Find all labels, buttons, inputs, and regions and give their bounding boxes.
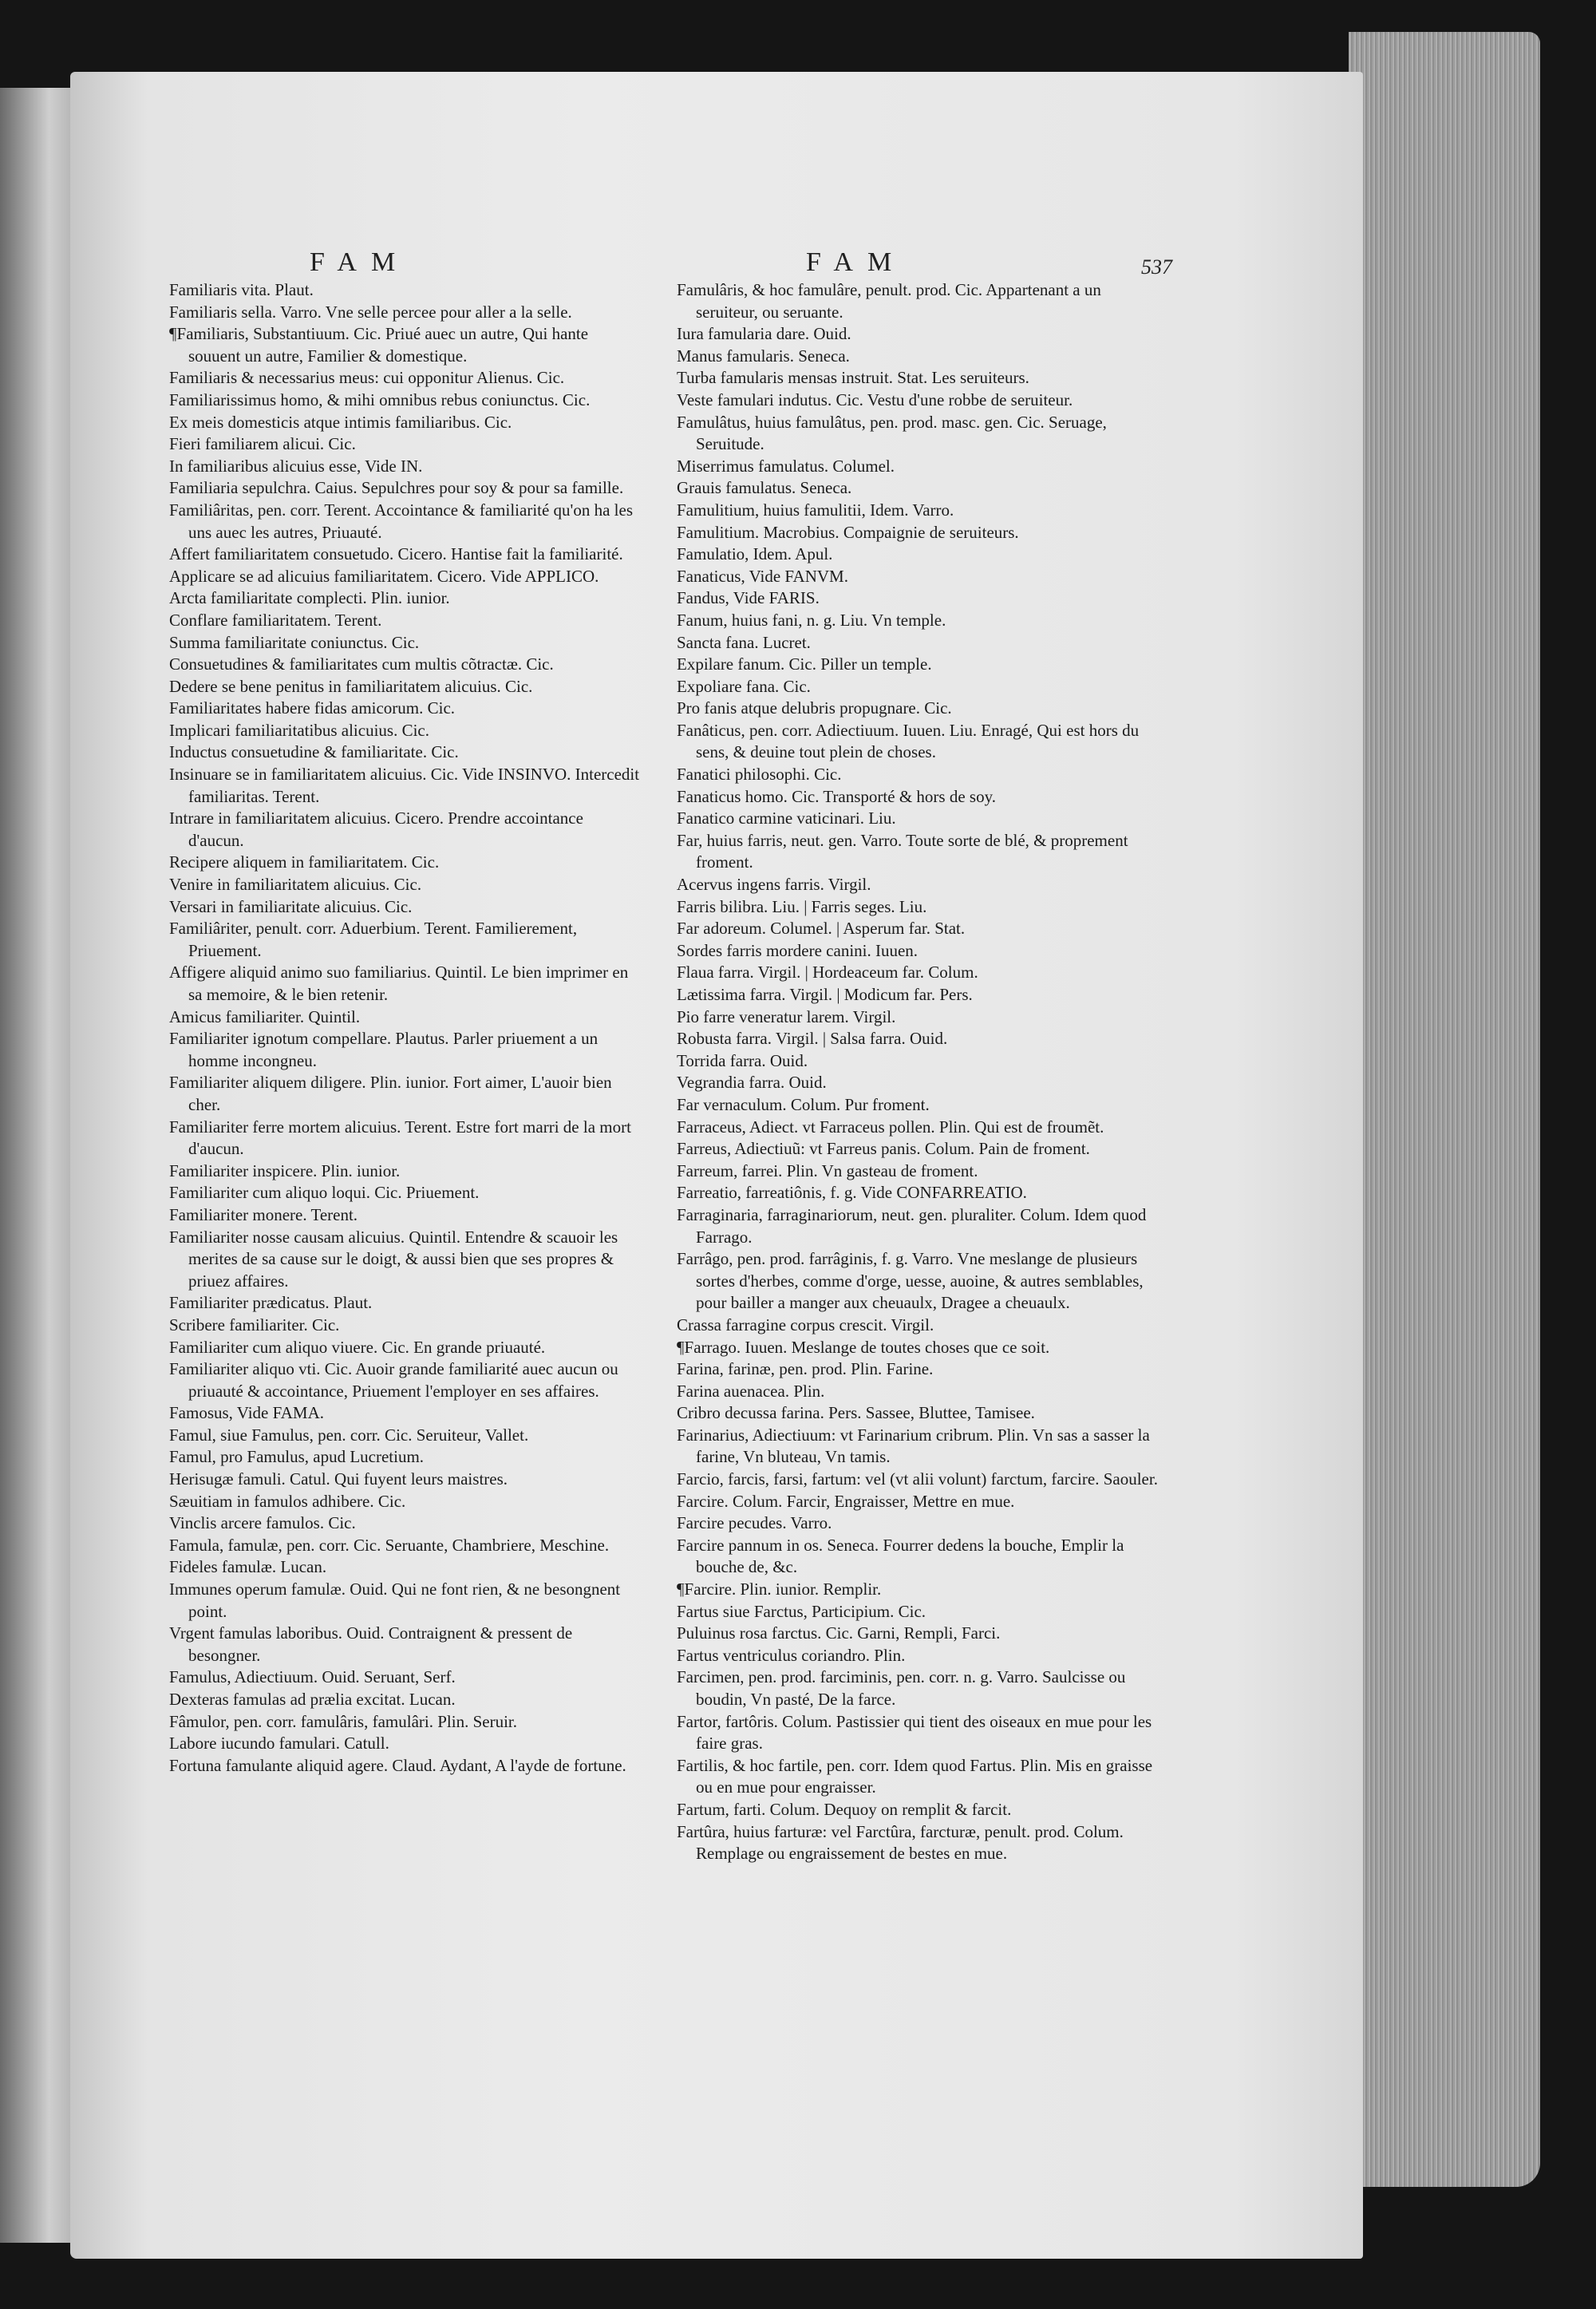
- dictionary-entry: Familiariter inspicere. Plin. iunior.: [169, 1160, 401, 1180]
- dictionary-entry: Pio farre veneratur larem. Virgil.: [677, 1006, 896, 1026]
- dictionary-entry: Farcire. Colum. Farcir, Engraisser, Mettre en mue.: [677, 1491, 1015, 1511]
- dictionary-entry: Iura famularia dare. Ouid.: [677, 324, 851, 344]
- dictionary-entry: Familiaria sepulchra. Caius. Sepulchres pour soy & pour sa famille.: [169, 478, 624, 498]
- dictionary-entry: Vrgent famulas laboribus. Ouid. Contraignent & pressent de besongner.: [169, 1623, 573, 1665]
- dictionary-entry: Farina, farinæ, pen. prod. Plin. Farine.: [677, 1359, 934, 1379]
- dictionary-entry: Farinarius, Adiectiuum: vt Farinarium cribrum. Plin. Vn sas a sasser la farine, Vn bluteau, Vn tamis.: [677, 1425, 1150, 1467]
- dictionary-entry: Fieri familiarem alicui. Cic.: [169, 434, 356, 454]
- running-head-right: FAM: [806, 247, 907, 277]
- dictionary-entry: Labore iucundo famulari. Catull.: [169, 1734, 389, 1753]
- dictionary-entry: Farreus, Adiectiuũ: vt Farreus panis. Colum. Pain de froment.: [677, 1139, 1090, 1159]
- dictionary-entry: Farraginaria, farraginariorum, neut. gen. pluraliter. Colum. Idem quod Farrago.: [677, 1204, 1147, 1247]
- dictionary-entry: Familiâritas, pen. corr. Terent. Accointance & familiarité qu'on ha les uns auec les autres, Priuauté.: [169, 500, 633, 542]
- dictionary-entry: Affert familiaritatem consuetudo. Cicero. Hantise fait la familiarité.: [169, 544, 623, 564]
- dictionary-entry: Familiâriter, penult. corr. Aduerbium. Terent. Familierement, Priuement.: [169, 919, 578, 960]
- running-head-left: FAM: [310, 247, 410, 277]
- dictionary-entry: Familiaris & necessarius meus: cui opponitur Alienus. Cic.: [169, 368, 565, 388]
- dictionary-entry: Famul, siue Famulus, pen. corr. Cic. Seruiteur, Vallet.: [169, 1425, 529, 1445]
- dictionary-entry: Lætissima farra. Virgil. | Modicum far. Pers.: [677, 985, 973, 1004]
- dictionary-entry: Arcta familiaritate complecti. Plin. iunior.: [169, 588, 450, 608]
- left-page-edge: [0, 88, 70, 2243]
- dictionary-entry: Veste famulari indutus. Cic. Vestu d'une robbe de seruiteur.: [677, 389, 1073, 409]
- dictionary-entry: Sæuitiam in famulos adhibere. Cic.: [169, 1491, 406, 1511]
- dictionary-entry: Fortuna famulante aliquid agere. Claud. Aydant, A l'ayde de fortune.: [169, 1755, 626, 1775]
- dictionary-entry: Famul, pro Famulus, apud Lucretium.: [169, 1447, 425, 1467]
- dictionary-entry: Venire in familiaritatem alicuius. Cic.: [169, 875, 422, 895]
- dictionary-entry: Familiariter cum aliquo viuere. Cic. En grande priuauté.: [169, 1337, 546, 1357]
- dictionary-entry: Summa familiaritate coniunctus. Cic.: [169, 632, 420, 652]
- dictionary-entry: Familiariter ignotum compellare. Plautus. Parler priuement a un homme incongneu.: [169, 1029, 598, 1070]
- dictionary-entry: ¶Farrago. Iuuen. Meslange de toutes choses que ce soit.: [677, 1337, 1050, 1357]
- dictionary-entry: Implicari familiaritatibus alicuius. Cic.: [169, 720, 429, 740]
- dictionary-entry: Familiariter aliquo vti. Cic. Auoir grande familiarité auec aucun ou priuauté & accointance, Priuement l'employer en ses affaires.: [169, 1359, 618, 1401]
- dictionary-entry: Amicus familiariter. Quintil.: [169, 1006, 361, 1026]
- dictionary-entry: Farcio, farcis, farsi, fartum: vel (vt alii volunt) farctum, farcire. Saouler.: [677, 1469, 1158, 1489]
- dictionary-entry: Robusta farra. Virgil. | Salsa farra. Ouid.: [677, 1029, 948, 1049]
- dictionary-entry: Famulus, Adiectiuum. Ouid. Seruant, Serf.: [169, 1667, 456, 1687]
- dictionary-entry: Fartus siue Farctus, Participium. Cic.: [677, 1601, 926, 1621]
- dictionary-entry: Turba famularis mensas instruit. Stat. Les seruiteurs.: [677, 368, 1029, 388]
- dictionary-entry: Familiariter cum aliquo loqui. Cic. Priuement.: [169, 1183, 480, 1203]
- dictionary-entry: Fideles famulæ. Lucan.: [169, 1557, 327, 1577]
- dictionary-entry: Famulitium. Macrobius. Compaignie de seruiteurs.: [677, 522, 1019, 542]
- dictionary-entry: Familiaritates habere fidas amicorum. Cic.: [169, 698, 456, 718]
- dictionary-entry: Farraceus, Adiect. vt Farraceus pollen. Plin. Qui est de froumẽt.: [677, 1117, 1104, 1137]
- dictionary-entry: In familiaribus alicuius esse, Vide IN.: [169, 456, 423, 476]
- dictionary-entry: Famulatio, Idem. Apul.: [677, 544, 833, 564]
- dictionary-entry: Far, huius farris, neut. gen. Varro. Toute sorte de blé, & proprement froment.: [677, 830, 1128, 872]
- dictionary-entry: Fanatici philosophi. Cic.: [677, 765, 842, 785]
- dictionary-entry: Ex meis domesticis atque intimis familiaribus. Cic.: [169, 412, 512, 432]
- dictionary-entry: Fartor, fartôris. Colum. Pastissier qui tient des oiseaux en mue pour les faire gras.: [677, 1711, 1152, 1753]
- dictionary-entry: Grauis famulatus. Seneca.: [677, 478, 852, 498]
- dictionary-entry: Far vernaculum. Colum. Pur froment.: [677, 1094, 930, 1114]
- dictionary-entry: Conflare familiaritatem. Terent.: [169, 610, 382, 630]
- dictionary-entry: ¶Farcire. Plin. iunior. Remplir.: [677, 1580, 882, 1599]
- dictionary-entry: Cribro decussa farina. Pers. Sassee, Bluttee, Tamisee.: [677, 1403, 1035, 1423]
- dictionary-entry: Fartus ventriculus coriandro. Plin.: [677, 1645, 906, 1665]
- dictionary-entry: Famulitium, huius famulitii, Idem. Varro.: [677, 500, 954, 520]
- dictionary-entry: Dexteras famulas ad prælia excitat. Lucan.: [169, 1690, 456, 1709]
- dictionary-entry: Famula, famulæ, pen. corr. Cic. Seruante, Chambriere, Meschine.: [169, 1535, 610, 1555]
- dictionary-entry: Sordes farris mordere canini. Iuuen.: [677, 940, 918, 960]
- dictionary-entry: Familiariter prædicatus. Plaut.: [169, 1293, 373, 1313]
- dictionary-entry: Pro fanis atque delubris propugnare. Cic.: [677, 698, 952, 718]
- dictionary-entry: Flaua farra. Virgil. | Hordeaceum far. Colum.: [677, 963, 978, 983]
- dictionary-entry: Recipere aliquem in familiaritatem. Cic.: [169, 852, 440, 872]
- dictionary-entry: Familiariter aliquem diligere. Plin. iunior. Fort aimer, L'auoir bien cher.: [169, 1073, 612, 1114]
- book-fore-edge: [1349, 32, 1540, 2187]
- page-number: 537: [1141, 255, 1172, 279]
- dictionary-entry: Immunes operum famulæ. Ouid. Qui ne font rien, & ne besongnent point.: [169, 1580, 621, 1621]
- dictionary-entry: Affigere aliquid animo suo familiarius. Quintil. Le bien imprimer en sa memoire, & le bien retenir.: [169, 963, 629, 1004]
- dictionary-entry: Insinuare se in familiaritatem alicuius. Cic. Vide INSINVO. Intercedit familiaritas. Terent.: [169, 765, 640, 806]
- dictionary-entry: Familiaris sella. Varro. Vne selle percee pour aller a la selle.: [169, 302, 572, 322]
- dictionary-entry: Famulâtus, huius famulâtus, pen. prod. masc. gen. Cic. Seruage, Seruitude.: [677, 412, 1107, 454]
- dictionary-entry: Familiariter nosse causam alicuius. Quintil. Entendre & scauoir les merites de sa cause sur le doigt, & aussi bien que ses propres & priuez affaires.: [169, 1227, 618, 1291]
- dictionary-entry: Fâmulor, pen. corr. famulâris, famulâri. Plin. Seruir.: [169, 1711, 517, 1731]
- dictionary-entry: Fanatico carmine vaticinari. Liu.: [677, 809, 896, 828]
- dictionary-entry: Farcimen, pen. prod. farciminis, pen. corr. n. g. Varro. Saulcisse ou boudin, Vn pasté, De la farce.: [677, 1667, 1126, 1709]
- dictionary-entry: Intrare in familiaritatem alicuius. Cicero. Prendre accointance d'aucun.: [169, 809, 583, 850]
- dictionary-entry: Vinclis arcere famulos. Cic.: [169, 1513, 356, 1533]
- dictionary-entry: Farcire pannum in os. Seneca. Fourrer dedens la bouche, Emplir la bouche de, &c.: [677, 1535, 1124, 1577]
- dictionary-entry: Farcire pecudes. Varro.: [677, 1513, 832, 1533]
- dictionary-entry: Familiaris vita. Plaut.: [169, 280, 314, 299]
- dictionary-entry: Dedere se bene penitus in familiaritatem alicuius. Cic.: [169, 676, 533, 696]
- dictionary-entry: Fanaticus homo. Cic. Transporté & hors de soy.: [677, 786, 996, 806]
- dictionary-entry: Acervus ingens farris. Virgil.: [677, 875, 871, 895]
- dictionary-entry: Farreatio, farreatiônis, f. g. Vide CONFARREATIO.: [677, 1183, 1027, 1203]
- dictionary-entry: Fanaticus, Vide FANVM.: [677, 566, 848, 586]
- dictionary-entry: Vegrandia farra. Ouid.: [677, 1073, 827, 1093]
- dictionary-entry: Torrida farra. Ouid.: [677, 1050, 808, 1070]
- dictionary-entry: Sancta fana. Lucret.: [677, 632, 811, 652]
- dictionary-entry: Famulâris, & hoc famulâre, penult. prod. Cic. Appartenant a un seruiteur, ou seruante.: [677, 280, 1101, 322]
- dictionary-entry: Fanum, huius fani, n. g. Liu. Vn temple.: [677, 610, 946, 630]
- dictionary-entry: Manus famularis. Seneca.: [677, 346, 850, 366]
- dictionary-entry: Expoliare fana. Cic.: [677, 676, 811, 696]
- dictionary-entry: Puluinus rosa farctus. Cic. Garni, Rempli, Farci.: [677, 1623, 1001, 1643]
- dictionary-entry: Inductus consuetudine & familiaritate. Cic.: [169, 742, 459, 762]
- dictionary-entry: Crassa farragine corpus crescit. Virgil.: [677, 1315, 934, 1334]
- dictionary-entry: Applicare se ad alicuius familiaritatem. Cicero. Vide APPLICO.: [169, 566, 599, 586]
- dictionary-entry: Famosus, Vide FAMA.: [169, 1403, 324, 1423]
- dictionary-entry: Expilare fanum. Cic. Piller un temple.: [677, 654, 932, 674]
- dictionary-entry: Farrâgo, pen. prod. farrâginis, f. g. Varro. Vne meslange de plusieurs sortes d'herbes, comme d'orge, uesse, auoine, & autres semblables, pour bailler a manger aux cheuaulx, Dragee a cheuaulx.: [677, 1249, 1144, 1313]
- dictionary-entry: Fartum, farti. Colum. Dequoy on remplit & farcit.: [677, 1799, 1012, 1819]
- dictionary-entry: Fandus, Vide FARIS.: [677, 588, 820, 608]
- dictionary-column-right: [677, 279, 1163, 1865]
- dictionary-entry: Farina auenacea. Plin.: [677, 1381, 825, 1401]
- dictionary-entry: Farris bilibra. Liu. | Farris seges. Liu.: [677, 896, 927, 916]
- dictionary-entry: Fanâticus, pen. corr. Adiectiuum. Iuuen. Liu. Enragé, Qui est hors du sens, & deuine tout plein de choses.: [677, 720, 1140, 762]
- dictionary-entry: Far adoreum. Columel. | Asperum far. Stat.: [677, 919, 966, 939]
- dictionary-entry: Familiariter ferre mortem alicuius. Terent. Estre fort marri de la mort d'aucun.: [169, 1117, 631, 1159]
- dictionary-entry: Fartilis, & hoc fartile, pen. corr. Idem quod Fartus. Plin. Mis en graisse ou en mue pour engraisser.: [677, 1755, 1153, 1797]
- dictionary-entry: Farreum, farrei. Plin. Vn gasteau de froment.: [677, 1160, 978, 1180]
- dictionary-entry: Consuetudines & familiaritates cum multis cõtractæ. Cic.: [169, 654, 554, 674]
- dictionary-entry: Herisugæ famuli. Catul. Qui fuyent leurs maistres.: [169, 1469, 508, 1489]
- dictionary-entry: Miserrimus famulatus. Columel.: [677, 456, 895, 476]
- dictionary-entry: ¶Familiaris, Substantiuum. Cic. Priué auec un autre, Qui hante souuent un autre, Familier & domestique.: [169, 324, 589, 366]
- dictionary-column-left: [169, 279, 640, 1777]
- dictionary-entry: Familiariter monere. Terent.: [169, 1204, 358, 1224]
- dictionary-entry: Fartûra, huius farturæ: vel Farctûra, farcturæ, penult. prod. Colum. Remplage ou engraissement de bestes en mue.: [677, 1821, 1124, 1864]
- dictionary-entry: Versari in familiaritate alicuius. Cic.: [169, 896, 413, 916]
- dictionary-entry: Familiarissimus homo, & mihi omnibus rebus coniunctus. Cic.: [169, 389, 591, 409]
- dictionary-entry: Scribere familiariter. Cic.: [169, 1315, 340, 1334]
